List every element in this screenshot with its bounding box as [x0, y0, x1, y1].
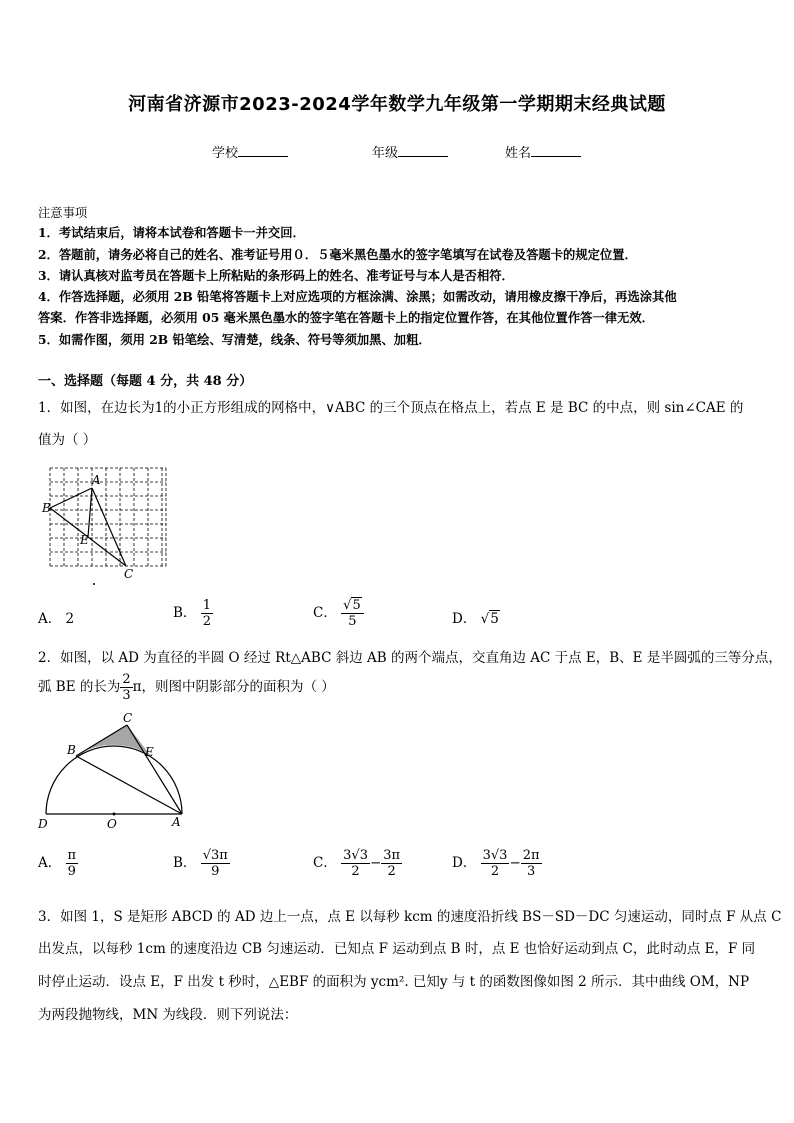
q1-option-d-value: √5: [480, 611, 499, 627]
q3-stem-line4: 为两段抛物线，MN 为线段．则下列说法：: [38, 1007, 298, 1023]
name-blank: [531, 143, 581, 157]
q1-label-C: C: [124, 567, 134, 581]
q2-option-d-label: D．: [452, 855, 477, 871]
q2-option-b-label: B．: [173, 855, 197, 871]
q2-stem-line2: 弧 BE 的长为 $\frac{2}{3}$ π，则图中阴影部分的面积为（ ）: [38, 672, 335, 703]
q1-label-E: E: [80, 533, 89, 547]
q1-option-c[interactable]: [313, 598, 364, 629]
q1-option-b-fraction: [201, 598, 213, 629]
notice-item: 1．考试结束后，请将本试卷和答题卡一并交回．: [38, 225, 305, 240]
q1-option-a-value: 2: [65, 611, 75, 627]
q1-stem-line1: 1．如图，在边长为1的小正方形组成的网格中，∨ABC 的三个顶点在格点上，若点 E 是 BC 的中点，则 sin∠CAE 的: [38, 400, 744, 416]
notice-item: 4．作答选择题，必须用 2B 铅笔将答题卡上对应选项的方框涂满、涂黑；如需改动，请用橡皮擦干净后，再选涂其他: [38, 289, 677, 304]
q2-label-E: E: [145, 745, 154, 759]
page-title: 河南省济源市2023-2024学年数学九年级第一学期期末经典试题: [128, 94, 666, 115]
q2-option-c-label: C．: [313, 855, 337, 871]
q1-option-c-fraction: [341, 598, 364, 629]
q2-semicircle-figure: [34, 712, 184, 834]
q2-label-D: D: [38, 817, 48, 831]
q2-option-b[interactable]: [173, 848, 230, 879]
q1-option-a-label: A．: [38, 611, 62, 627]
q1-option-c-den: 5: [348, 614, 357, 629]
q1-grid-figure: [40, 460, 175, 590]
q1-label-A: A: [92, 473, 101, 487]
q1-dot: [93, 583, 95, 585]
q2-stem-line1: 2．如图，以 AD 为直径的半圆 O 经过 Rt△ABC 斜边 AB 的两个端点，交直角边 AC 于点 E，B、E 是半圆弧的三等分点，: [38, 650, 782, 666]
q2-option-d[interactable]: D． $\frac{3√3}{2}$ − $\frac{2\pi}{3}$: [452, 848, 540, 879]
q2-option-c[interactable]: C． $\frac{3√3}{2}$ − $\frac{3\pi}{2}$: [313, 848, 401, 879]
q2-label-C: C: [123, 712, 133, 725]
q1-option-d-label: D．: [452, 611, 477, 627]
q1-option-c-num: √5: [341, 598, 364, 614]
q1-option-a[interactable]: [38, 607, 74, 627]
q3-stem-line3: 时停止运动．设点 E，F 出发 t 秒时，△EBF 的面积为 ycm². 已知y 与 t 的函数图像如图 2 所示．其中曲线 OM，NP: [38, 974, 750, 990]
q1-option-b[interactable]: [173, 598, 213, 629]
q2-option-b-fraction: $\frac{√3\pi}{9}$: [202, 848, 228, 879]
q2-option-a-label: A．: [38, 855, 62, 871]
grade-label: 年级: [372, 146, 399, 161]
notice-item: 2．答题前，请务必将自己的姓名、准考证号用０．５毫米黑色墨水的签字笔填写在试卷及答题卡的规定位置．: [38, 247, 637, 262]
q2-center-dot: [113, 813, 116, 816]
q2-option-a[interactable]: [38, 848, 78, 879]
notice-item: 答案．作答非选择题，必须用 05 毫米黑色墨水的签字笔在答题卡上的指定位置作答，在其他位置作答一律无效．: [38, 310, 654, 325]
grade-blank: [398, 143, 448, 157]
notice-item: 3．请认真核对监考员在答题卡上所粘贴的条形码上的姓名、准考证号与本人是否相符．: [38, 268, 514, 283]
q1-grid-lines: [50, 468, 166, 566]
school-blank: [238, 143, 288, 157]
school-field: [212, 142, 288, 161]
q2-option-a-fraction: $\frac{\pi}{9}$: [67, 848, 77, 879]
q1-stem-line2: 值为（ ）: [38, 432, 97, 448]
q1-label-B: B: [42, 501, 51, 515]
q1-option-d[interactable]: [452, 607, 500, 627]
q2-label-B: B: [67, 743, 76, 757]
notice-item: 5．如需作图，须用 2B 铅笔绘、写清楚，线条、符号等须加黑、加粗．: [38, 332, 431, 347]
q2-label-A: A: [172, 815, 181, 829]
q2-label-O: O: [107, 817, 117, 831]
q3-stem-line1: 3．如图 1，S 是矩形 ABCD 的 AD 边上一点，点 E 以每秒 kcm 的速度沿折线 BS－SD－DC 匀速运动，同时点 F 从点 C: [38, 909, 782, 925]
q3-stem-line2: 出发点，以每秒 1cm 的速度沿边 CB 匀速运动．已知点 F 运动到点 B 时，点 E 也恰好运动到点 C，此时动点 E，F 同: [38, 941, 756, 957]
q1-option-b-label: B．: [173, 605, 197, 621]
grade-field: [372, 142, 448, 161]
q1-option-c-label: C．: [313, 605, 337, 621]
section-heading: 一、选择题（每题 4 分，共 48 分）: [38, 374, 253, 389]
school-label: 学校: [212, 146, 239, 161]
q1-option-b-num: 1: [202, 598, 211, 613]
q1-option-b-den: 2: [202, 614, 211, 629]
notice-heading: 注意事项: [38, 206, 88, 220]
q1-triangle: [50, 488, 126, 566]
name-label: 姓名: [505, 146, 532, 161]
name-field: [505, 142, 581, 161]
